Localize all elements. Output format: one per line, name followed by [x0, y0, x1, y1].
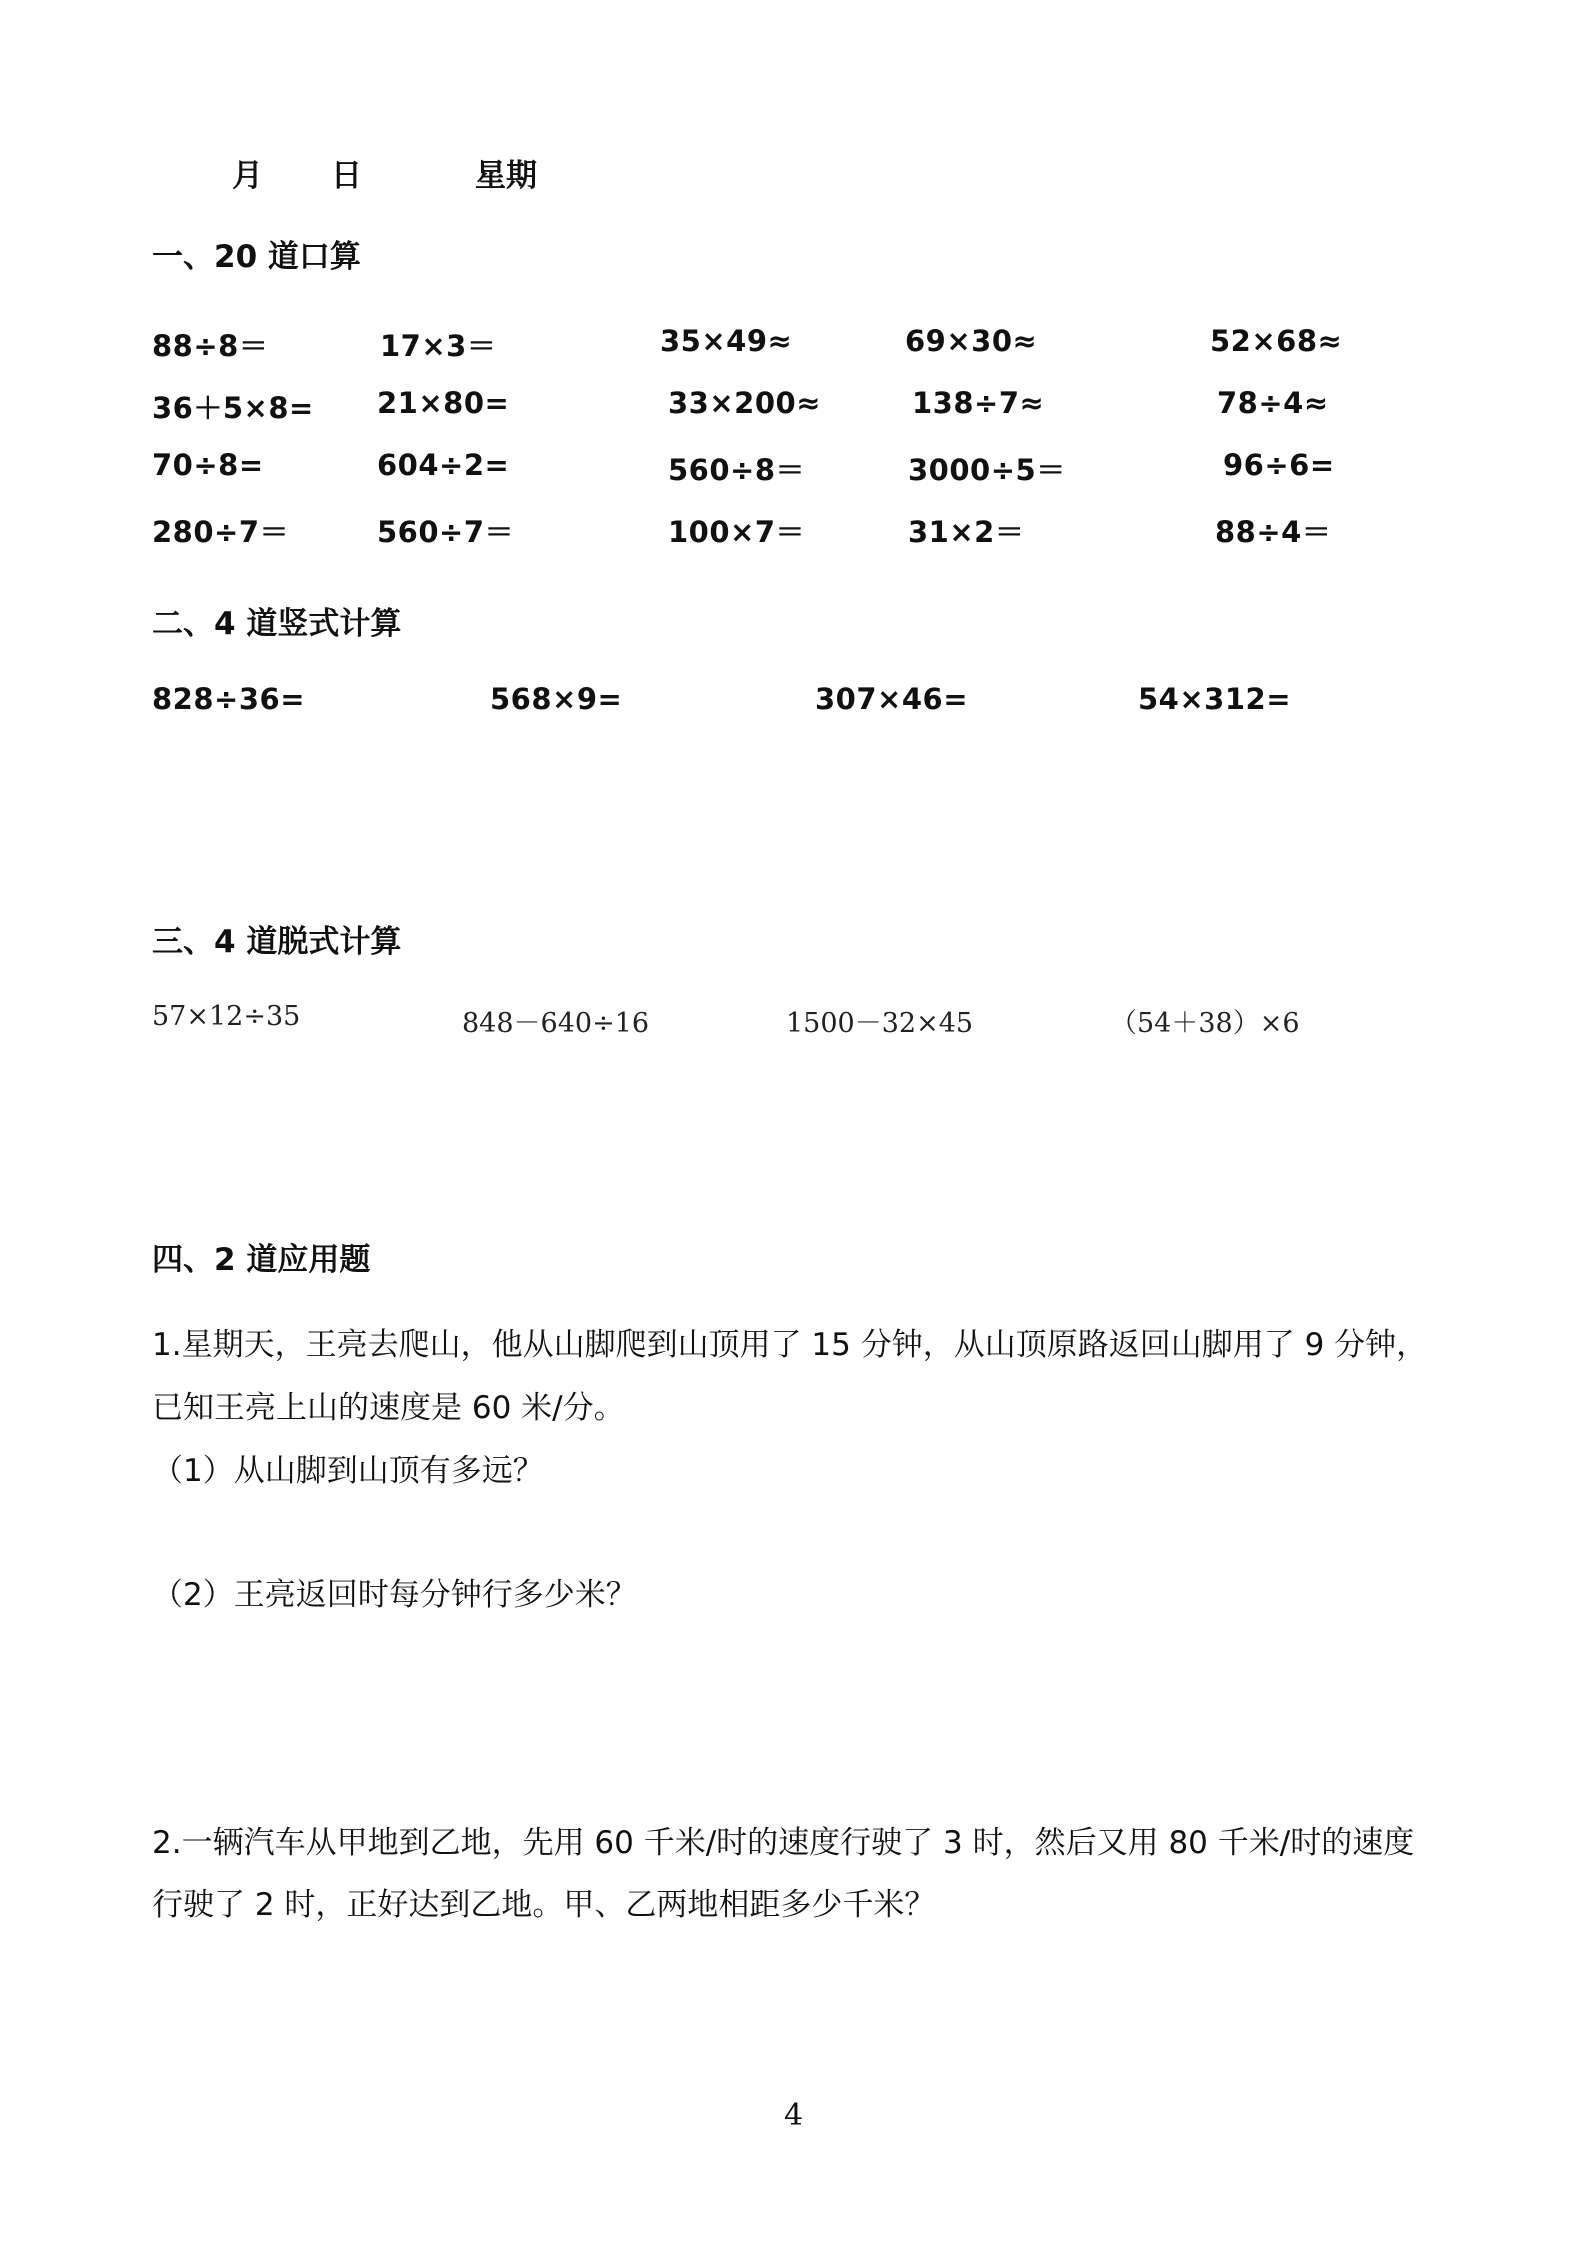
month-label: 月 [232, 158, 263, 194]
oral-item: 604÷2= [377, 448, 510, 482]
problem1-question2: （2）王亮返回时每分钟行多少米？ [152, 1577, 637, 1613]
vertical-calc-item: 54×312= [1138, 682, 1291, 716]
oral-item: 31×2＝ [908, 515, 1025, 549]
oral-item: 100×7＝ [668, 515, 806, 549]
oral-item: 280÷7＝ [152, 515, 290, 549]
stepwise-calc-item: 57×12÷35 [152, 1001, 301, 1032]
oral-item: 88÷4＝ [1215, 515, 1332, 549]
oral-item: 17×3＝ [380, 329, 497, 363]
oral-item: 21×80= [377, 386, 510, 420]
oral-item: 36＋5×8= [152, 391, 314, 425]
stepwise-calc-item: 848－640÷16 [462, 1008, 650, 1039]
oral-item: 138÷7≈ [912, 386, 1045, 420]
section4-title: 四、2 道应用题 [152, 1242, 371, 1278]
weekday-label: 星期 [475, 158, 537, 194]
oral-item: 560÷8＝ [668, 453, 806, 487]
problem2-line2: 行驶了 2 时，正好达到乙地。甲、乙两地相距多少千米？ [152, 1887, 936, 1923]
oral-item: 3000÷5＝ [908, 453, 1066, 487]
section2-title: 二、4 道竖式计算 [152, 606, 402, 642]
oral-item: 78÷4≈ [1217, 386, 1329, 420]
vertical-calc-item: 568×9= [490, 682, 623, 716]
oral-item: 70÷8= [152, 448, 264, 482]
section3-title: 三、4 道脱式计算 [152, 924, 402, 960]
oral-item: 33×200≈ [668, 386, 821, 420]
oral-item: 52×68≈ [1210, 324, 1343, 358]
oral-item: 96÷6= [1223, 448, 1335, 482]
oral-item: 35×49≈ [660, 324, 793, 358]
problem1-line1: 1.星期天，王亮去爬山，他从山脚爬到山顶用了 15 分钟，从山顶原路返回山脚用了 9 分钟， [152, 1327, 1428, 1363]
vertical-calc-item: 828÷36= [152, 682, 305, 716]
problem1-question1: （1）从山脚到山顶有多远？ [152, 1453, 544, 1489]
page-number: 4 [784, 2098, 804, 2133]
problem2-line1: 2.一辆汽车从甲地到乙地，先用 60 千米/时的速度行驶了 3 时，然后又用 80 千米/时的速度 [152, 1825, 1415, 1861]
stepwise-calc-item: 1500－32×45 [786, 1008, 974, 1039]
oral-item: 88÷8＝ [152, 329, 269, 363]
day-label: 日 [331, 158, 362, 194]
problem1-line2: 已知王亮上山的速度是 60 米/分。 [152, 1390, 625, 1426]
oral-item: 560÷7＝ [377, 515, 515, 549]
vertical-calc-item: 307×46= [815, 682, 968, 716]
section1-title: 一、20 道口算 [152, 239, 361, 275]
oral-item: 69×30≈ [905, 324, 1038, 358]
stepwise-calc-item: （54＋38）×6 [1110, 1008, 1300, 1039]
